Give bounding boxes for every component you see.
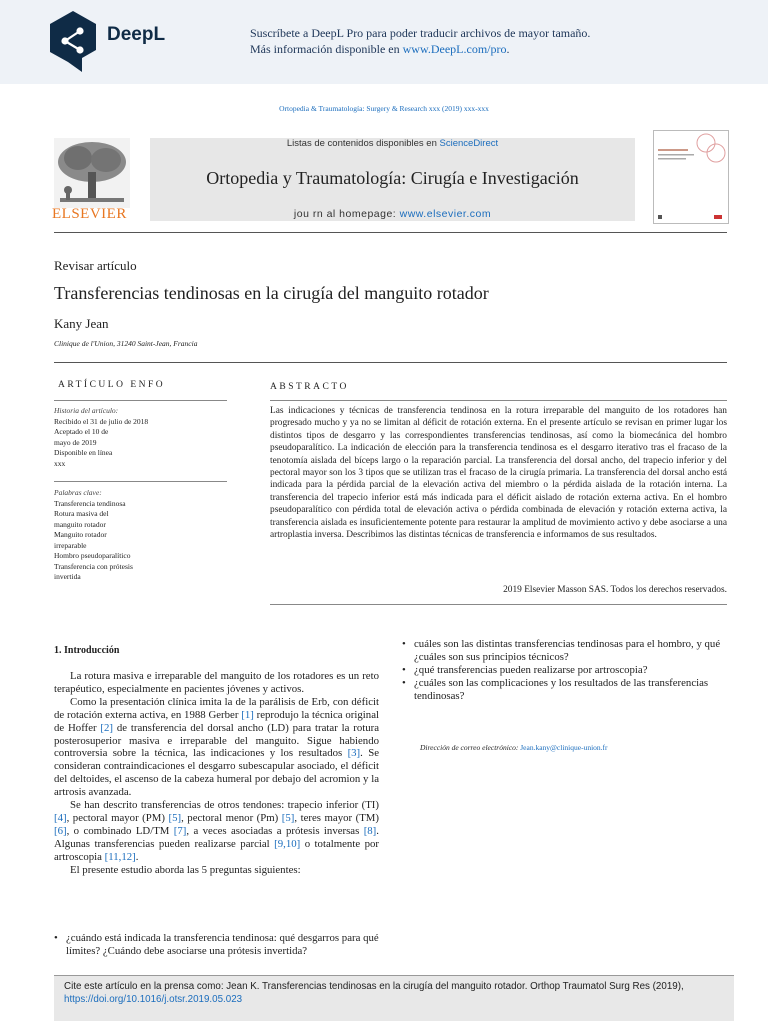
copyright-notice: 2019 Elsevier Masson SAS. Todos los derechos reservados. [503, 585, 727, 595]
reference-link[interactable]: [5] [281, 811, 295, 824]
homepage-prefix: jou rn al homepage: [293, 208, 400, 220]
elsevier-wordmark: ELSEVIER [52, 206, 127, 222]
keyword-item: irreparable [54, 540, 87, 550]
intro-paragraph-1: La rotura masiva e irreparable del manguito de los rotadores es un reto terapéutico, especialmente en pacientes jóvenes y activos. [54, 670, 379, 695]
email-label: Dirección de correo electrónico: [420, 743, 521, 752]
deepl-promo [250, 25, 590, 57]
text-run: Se han descrito transferencias de otros tendones: trapecio inferior (TI) [70, 799, 379, 812]
reference-link[interactable]: [8] [363, 824, 377, 837]
text-run: de transferencia del dorsal ancho (LD) para tratar la rotura posterosuperior masiva e irreparable del manguito. Sigue habiendo controversia sobre la técnica, las indicaciones y los resultados [54, 721, 380, 760]
keywords-label: Palabras clave: [54, 488, 102, 497]
sciencedirect-link[interactable]: ScienceDirect [439, 138, 499, 149]
article-author: Kany Jean [54, 316, 109, 331]
history-item: Aceptado el 10 de [54, 427, 109, 436]
reference-link[interactable]: [6] [54, 824, 67, 837]
promo-prefix: Más información disponible en [250, 42, 403, 56]
keyword-item: Transferencia tendinosa [54, 498, 126, 508]
homepage-link[interactable]: www.elsevier.com [399, 208, 492, 220]
abstract-divider [270, 400, 727, 401]
journal-homepage [150, 208, 635, 220]
citation-body: Cite este artículo en la prensa como: Jean K. Transferencias tendinosas en la cirugía del manguito rotador. Orthop Traumatol Surg Res (2019), [64, 981, 684, 992]
promo-suffix: . [506, 42, 510, 56]
reference-link[interactable]: [4] [54, 811, 67, 824]
text-run: , teres mayor (TM) [294, 811, 379, 824]
text-run: reprodujo la técnica original de Hoffer [54, 708, 379, 734]
article-info-heading: ARTÍCULO ENFO [58, 380, 166, 390]
deepl-logo-icon [48, 10, 98, 74]
article-title: Transferencias tendinosas en la cirugía del manguito rotador [54, 283, 489, 303]
author-affiliation: Clinique de l'Union, 31240 Saint-Jean, Francia [54, 339, 198, 348]
intro-paragraph-3 [54, 799, 379, 864]
abstract-bottom-divider [270, 604, 727, 605]
journal-title: Ortopedia y Traumatología: Cirugía e Investigación [206, 168, 579, 188]
article-history [54, 406, 229, 469]
keyword-item: Hombro pseudoparalítico [54, 551, 131, 560]
lists-prefix: Listas de contenidos disponibles en [286, 138, 440, 149]
text-run: o totalmente por artroscopia [54, 837, 379, 863]
reference-link[interactable]: [11,12] [104, 850, 136, 863]
list-item: • ¿cuáles son las complicaciones y los resultados de las transferencias tendinosas? [402, 677, 742, 703]
promo-line-1: Suscríbete a DeepL Pro para poder traducir archivos de mayor tamaño. [250, 26, 591, 40]
list-item: • ¿cuándo está indicada la transferencia tendinosa: qué desgarros para qué límites? ¿Cuándo debe asociarse una prótesis invertida? [54, 932, 384, 958]
text-run: Como la presentación clínica imita la de la parálisis de Erb, con déficit de rotación externa activa, en 1988 Gerber [54, 695, 379, 721]
deepl-logo-text: DeepL [107, 24, 166, 45]
author-email [420, 743, 608, 752]
text-run: . Algunas transferencias pueden realizarse parcial [54, 824, 379, 850]
keyword-item: invertida [54, 572, 81, 581]
promo-line-2 [250, 41, 590, 57]
reference-link[interactable]: [7] [173, 824, 187, 837]
introduction-body [54, 670, 379, 877]
questions-list-left [54, 932, 384, 958]
keyword-item: Rotura masiva del [54, 509, 109, 518]
list-item: ¿cuáles son sus principios técnicos? [414, 650, 569, 663]
history-label: Historia del artículo: [54, 406, 119, 415]
reference-link[interactable]: [2] [100, 721, 114, 734]
doi-link[interactable]: https://doi.org/10.1016/j.otsr.2019.05.023 [64, 994, 243, 1005]
keywords [54, 488, 229, 583]
header-divider [54, 232, 727, 233]
text-run: , o combinado LD/TM [66, 824, 174, 837]
text-run: , a veces asociadas a prótesis inversas [186, 824, 364, 837]
citation-text [64, 980, 724, 1006]
history-item: Disponible en línea [54, 448, 113, 457]
text-run: , pectoral menor (Pm) [181, 811, 282, 824]
keywords-divider [54, 481, 227, 482]
questions-list-right [402, 638, 742, 703]
keyword-item: Manguito rotador [54, 530, 107, 539]
abstract-heading: ABSTRACTO [270, 382, 349, 392]
reference-link[interactable]: [5] [168, 811, 182, 824]
meta-divider [54, 362, 727, 363]
history-item: xxx [54, 458, 66, 468]
abstract-text: Las indicaciones y técnicas de transferencia tendinosa en la rotura irreparable del manguito de los rotadores han progresado mucho y ya no se limitan al déficit de rotación externa. En el presente artículo se revisan en primer lugar los distintos tipos de desgarro y las correspondientes transferencias tendinosas, así como la biomecánica del hombro pseudoparalítico. La indicación de elección para la transferencia tendinosa es el desgarro iterativo tras el fracaso de la tenotomía aislada del bíceps largo o la reparación parcial. La transferencia del dorsal ancho, del trapecio inferior y del pectoral mayor son los 3 tipos que se utilizan tras el fracaso de la cirugía primaria. La transferencia del dorsal ancho está indicada para la pérdida parcial de la elevación activa del miembro o la pérdida aislada de la rotación interna. La transferencia del trapecio inferior está más indicada para el déficit aislado de rotación externa activa. En el hombro pseudoparalítico con pérdida total de elevación activa o pérdida combinada de elevación y rotación externa activa, la transferencia aislada es insuficientemente potente para restaurar la amplitud de movimiento activo y debe asociarse a una artroplastia inversa. Describimos las distintas técnicas de transferencia e informamos de sus resultados. [270, 406, 727, 541]
keyword-item: Transferencia con prótesis [54, 561, 133, 571]
text-run: , pectoral mayor (PM) [66, 811, 169, 824]
deepl-pro-link[interactable]: www.DeepL.com/pro [402, 42, 507, 56]
text-run: . Se consideran contraindicaciones el desgarro subescapular asociado, el déficit del deltoides, el ascenso de la cabeza humeral por debajo del acromion y la artrosis avanzada. [54, 747, 379, 799]
journal-cover-thumbnail [653, 130, 729, 224]
list-item: • cuáles son las distintas transferencias tendinosas para el hombro, y qué [402, 638, 742, 651]
list-item: • ¿qué transferencias pueden realizarse por artroscopia? [402, 664, 742, 677]
history-item: Recibido el 31 de julio de 2018 [54, 416, 149, 426]
elsevier-tree-logo-icon [54, 138, 130, 208]
history-item: mayo de 2019 [54, 437, 97, 447]
intro-paragraph-2 [54, 696, 379, 799]
text-run: . [135, 850, 139, 863]
reference-link[interactable]: [1] [241, 708, 254, 721]
article-type: Revisar artículo [54, 258, 137, 273]
info-divider [54, 400, 227, 401]
email-link[interactable]: Jean.kany@clinique-union.fr [520, 743, 608, 752]
reference-link[interactable]: [3] [347, 747, 361, 760]
reference-link[interactable]: [9,10] [274, 837, 301, 850]
introduction-heading: 1. Introducción [54, 645, 120, 656]
intro-paragraph-4: El presente estudio aborda las 5 preguntas siguientes: [70, 863, 301, 876]
contents-lists [150, 138, 635, 149]
keyword-item: manguito rotador [54, 519, 106, 529]
journal-reference: Ortopedia & Traumatología: Surgery & Research xxx (2019) xxx-xxx [279, 104, 489, 113]
